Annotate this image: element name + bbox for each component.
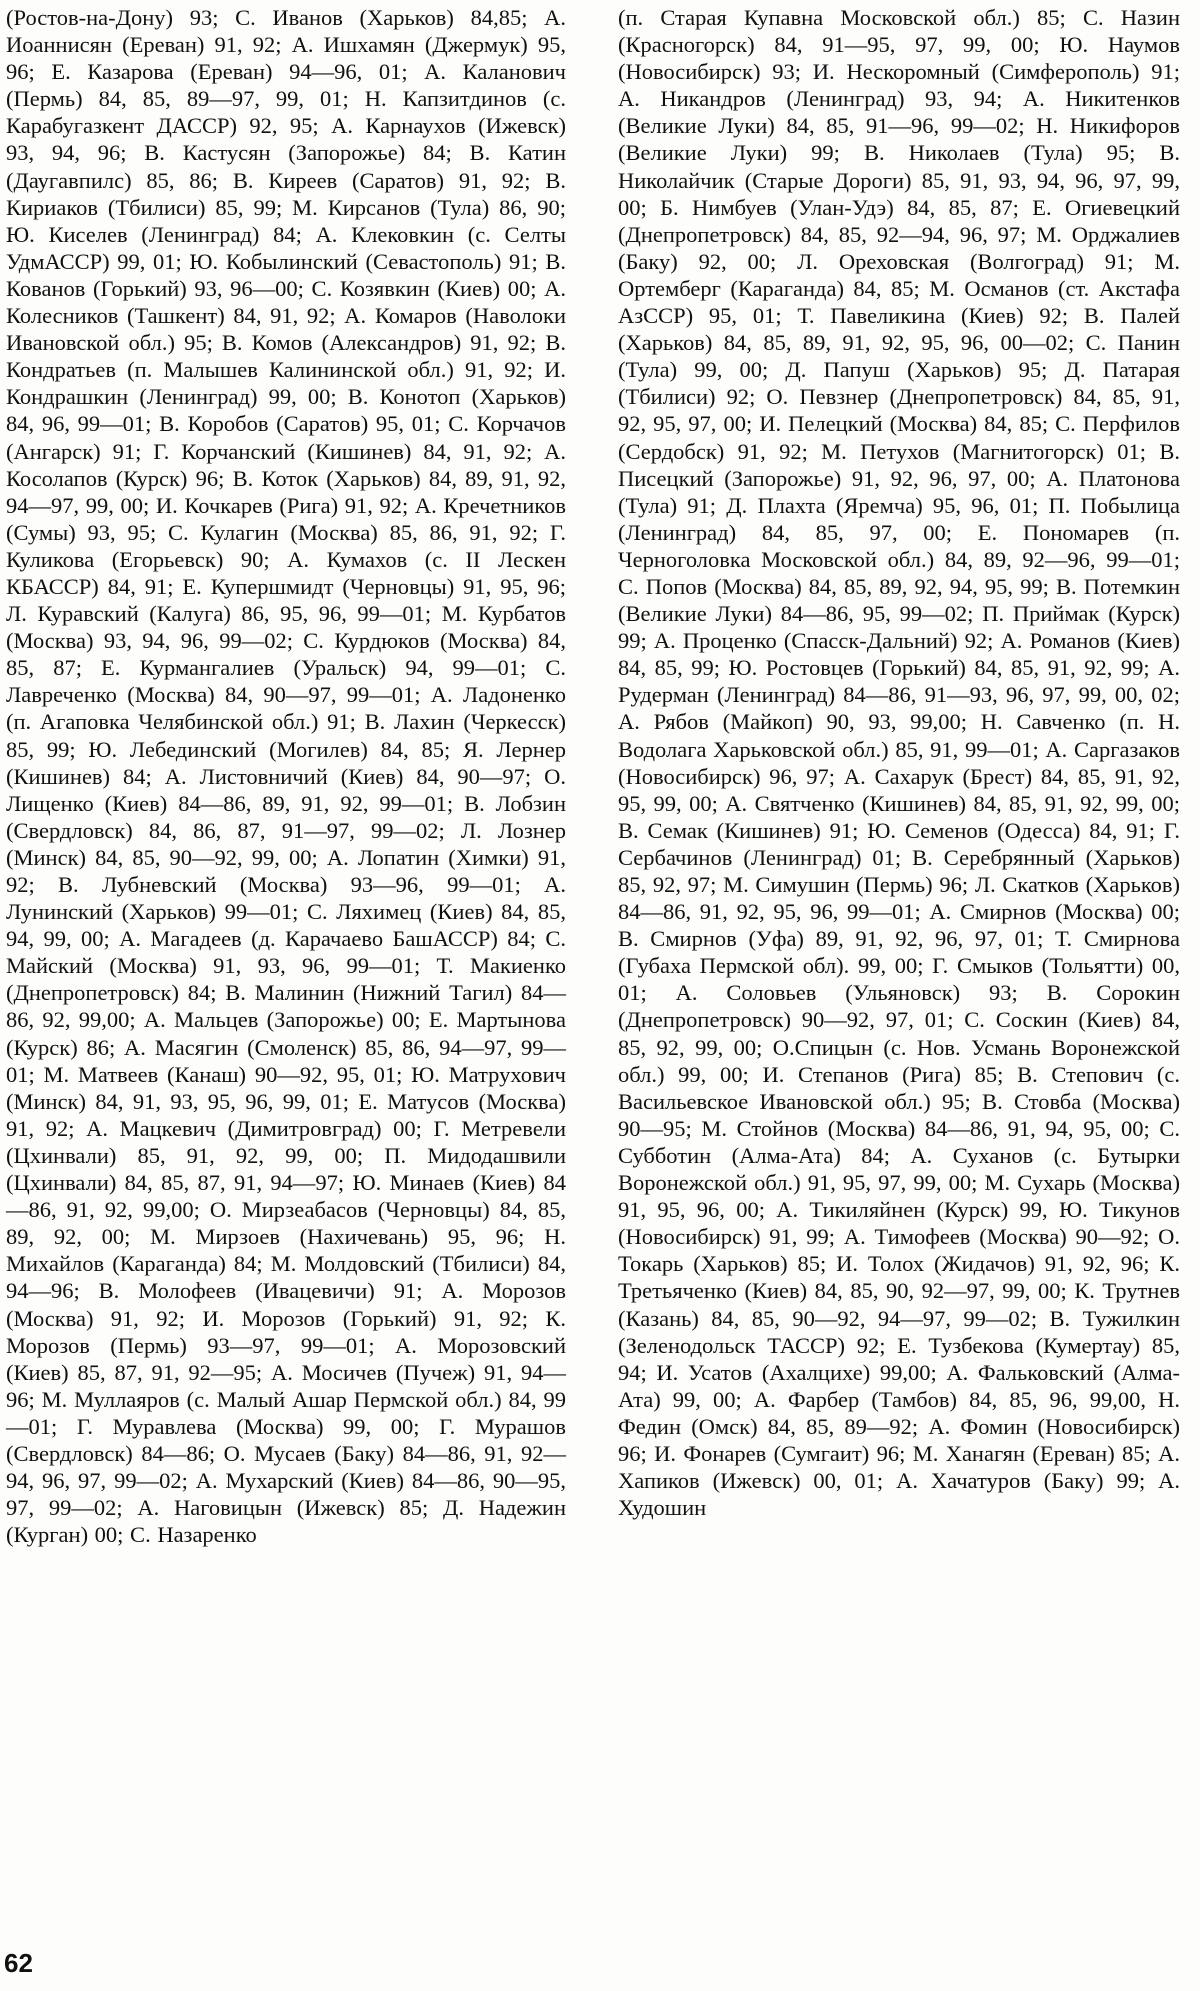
text-column-right (618, 4, 1180, 1521)
column-text: (Ростов-на-Дону) 93; С. Иванов (Харьков) 84,85; А. Иоаннисян (Ереван) 91, 92; А. Ишхамян (Джермук) 95, 96; Е. Казарова (Ереван) 94—96, 01; А. Каланович (Пермь) 84, 85, 89—97, 99, 01; Н. Капзитдинов (с. Карабугазкент ДАССР) 92, 95; А. Карнаухов (Ижевск) 93, 94, 96; В. Кастусян (Запорожье) 84; В. Катин (Даугавпилс) 85, 86; В. Киреев (Саратов) 91, 92; В. Кириаков (Тбилиси) 85, 99; М. Кирсанов (Тула) 86, 90; Ю. Киселев (Ленинград) 84; А. Клековкин (с. Селты УдмАССР) 99, 01; Ю. Кобылинский (Севастополь) 91; В. Кованов (Горький) 93, 96—00; С. Козявкин (Киев) 00; А. Колесников (Ташкент) 84, 91, 92; А. Комаров (Наволоки Ивановской обл.) 95; В. Комов (Александров) 91, 92; В. Кондратьев (п. Малышев Калининской обл.) 91, 92; И. Кондрашкин (Ленинград) 99, 00; В. Конотоп (Харьков) 84, 96, 99—01; В. Коробов (Саратов) 95, 01; С. Корчачов (Ангарск) 91; Г. Корчанский (Кишинев) 84, 91, 92; А. Косолапов (Курск) 96; В. Коток (Харьков) 84, 89, 91, 92, 94—97, 99, 00; И. Кочкарев (Рига) 91, 92; А. Кречетников (Сумы) 93, 95; С. Кулагин (Москва) 85, 86, 91, 92; Г. Куликова (Егорьевск) 90; А. Кумахов (с. II Лескен КБАССР) 84, 91; Е. Купершмидт (Черновцы) 91, 95, 96; Л. Куравский (Калуга) 86, 95, 96, 99—01; М. Курбатов (Москва) 93, 94, 96, 99—02; С. Курдюков (Москва) 84, 85, 87; Е. Курмангалиев (Уральск) 94, 99—01; С. Лавреченко (Москва) 84, 90—97, 99—01; А. Ладоненко (п. Агаповка Челябинской обл.) 91; В. Лахин (Черкесск) 85, 99; Ю. Лебединский (Могилев) 84, 85; Я. Лернер (Кишинев) 84; А. Листовничий (Киев) 84, 90—97; О. Лищенко (Киев) 84—86, 89, 91, 92, 99—01; В. Лобзин (Свердловск) 84, 86, 87, 91—97, 99—02; Л. Лознер (Минск) 84, 85, 90—92, 99, 00; А. Лопатин (Химки) 91, 92; В. Лубневский (Москва) 93—96, 99—01; А. Лунинский (Харьков) 99—01; С. Ляхимец (Киев) 84, 85, 94, 99, 00; А. Магадеев (д. Карачаево БашАССР) 84; С. Майский (Москва) 91, 93, 96, 99—01; Т. Макиенко (Днепропетровск) 84; В. Малинин (Нижний Тагил) 84—86, 92, 99,00; А. Мальцев (Запорожье) 00; Е. Мартынова (Курск) 86; А. Масягин (Смоленск) 85, 86, 94—97, 99—01; М. Матвеев (Канаш) 90—92, 95, 01; Ю. Матрухович (Минск) 84, 91, 93, 95, 96, 99, 01; Е. Матусов (Москва) 91, 92; А. Мацкевич (Димитровград) 00; Г. Метревели (Цхинвали) 85, 91, 92, 99, 00; П. Мидодашвили (Цхинвали) 84, 85, 87, 91, 94—97; Ю. Минаев (Киев) 84—86, 91, 92, 99,00; О. Мирзеабасов (Черновцы) 84, 85, 89, 92, 00; М. Мирзоев (Нахичевань) 95, 96; Н. Михайлов (Караганда) 84; М. Молдовский (Тбилиси) 84, 94—96; В. Молофеев (Ивацевичи) 91; А. Морозов (Москва) 91, 92; И. Морозов (Горький) 91, 92; К. Морозов (Пермь) 93—97, 99—01; А. Морозовский (Киев) 85, 87, 91, 92—95; А. Мосичев (Пучеж) 91, 94—96; М. Муллаяров (с. Малый Ашар Пермской обл.) 84, 99—01; Г. Муравлева (Москва) 99, 00; Г. Мурашов (Свердловск) 84—86; О. Мусаев (Баку) 84—86, 91, 92—94, 96, 97, 99—02; А. Мухарский (Киев) 84—86, 90—95, 97, 99—02; А. Наговицын (Ижевск) 85; Д. Надежин (Курган) 00; С. Назаренко (6, 5, 566, 1548)
page-number: 62 (4, 1948, 33, 1978)
column-text: (п. Старая Купавна Московской обл.) 85; С. Назин (Красногорск) 84, 91—95, 97, 99, 00; Ю. Наумов (Новосибирск) 93; И. Нескоромный (Симферополь) 91; А. Никандров (Ленинград) 93, 94; А. Никитенков (Великие Луки) 84, 85, 91—96, 99—02; Н. Никифоров (Великие Луки) 99; В. Николаев (Тула) 95; В. Николайчик (Старые Дороги) 85, 91, 93, 94, 96, 97, 99, 00; Б. Нимбуев (Улан-Удэ) 84, 85, 87; Е. Огиевецкий (Днепропетровск) 84, 85, 92—94, 96, 97; М. Орджалиев (Баку) 92, 00; Л. Ореховская (Волгоград) 91; М. Ортемберг (Караганда) 84, 85; М. Османов (ст. Акстафа АзССР) 95, 01; Т. Павеликина (Киев) 92; В. Палей (Харьков) 84, 85, 89, 91, 92, 95, 96, 00—02; С. Панин (Тула) 99, 00; Д. Папуш (Харьков) 95; Д. Патарая (Тбилиси) 92; О. Певзнер (Днепропетровск) 84, 85, 91, 92, 95, 97, 00; И. Пелецкий (Москва) 84, 85; С. Перфилов (Сердобск) 91, 92; М. Петухов (Магнитогорск) 01; В. Писецкий (Запорожье) 91, 92, 96, 97, 00; А. Платонова (Тула) 91; Д. Плахта (Яремча) 95, 96, 01; П. Побылица (Ленинград) 84, 85, 97, 00; Е. Пономарев (п. Черноголовка Московской обл.) 84, 89, 92—96, 99—01; С. Попов (Москва) 84, 85, 89, 92, 94, 95, 99; В. Потемкин (Великие Луки) 84—86, 95, 99—02; П. Приймак (Курск) 99; А. Проценко (Спасск-Дальний) 92; А. Романов (Киев) 84, 85, 99; Ю. Ростовцев (Горький) 84, 85, 91, 92, 99; А. Рудерман (Ленинград) 84—86, 91—93, 96, 97, 99, 00, 02; А. Рябов (Майкоп) 90, 93, 99,00; Н. Савченко (п. Н. Водолага Харьковской обл.) 85, 91, 99—01; А. Саргазаков (Новосибирск) 96, 97; А. Сахарук (Брест) 84, 85, 91, 92, 95, 99, 00; А. Святченко (Кишинев) 84, 85, 91, 92, 99, 00; В. Семак (Кишинев) 91; Ю. Семенов (Одесса) 84, 91; Г. Сербачинов (Ленинград) 01; В. Серебрянный (Харьков) 85, 92, 97; М. Симушин (Пермь) 96; Л. Скатков (Харьков) 84—86, 91, 92, 95, 96, 99—01; А. Смирнов (Москва) 00; В. Смирнов (Уфа) 89, 91, 92, 96, 97, 01; Т. Смирнова (Губаха Пермской обл). 99, 00; Г. Смыков (Тольятти) 00, 01; А. Соловьев (Ульяновск) 93; В. Сорокин (Днепропетровск) 90—92, 97, 01; С. Соскин (Киев) 84, 85, 92, 99, 00; О.Спицын (с. Нов. Усмань Воронежской обл.) 99, 00; И. Степанов (Рига) 85; В. Степович (с. Васильевское Ивановской обл.) 95; В. Стовба (Москва) 90—95; М. Стойнов (Москва) 84—86, 91, 94, 95, 00; С. Субботин (Алма-Ата) 84; А. Суханов (с. Бутырки Воронежской обл.) 91, 95, 97, 99, 00; М. Сухарь (Москва) 91, 95, 96, 00; А. Тикиляйнен (Курск) 99, Ю. Тикунов (Новосибирск) 91, 99; А. Тимофеев (Москва) 90—92; О. Токарь (Харьков) 85; И. Толох (Жидачов) 91, 92, 96; К. Третьяченко (Киев) 84, 85, 90, 92—97, 99, 00; К. Трутнев (Казань) 84, 85, 90—92, 94—97, 99—02; В. Тужилкин (Зеленодольск ТАССР) 92; Е. Тузбекова (Кумертау) 85, 94; И. Усатов (Ахалцихе) 99,00; А. Фальковский (Алма-Ата) 99, 00; А. Фарбер (Тамбов) 84, 85, 96, 99,00, Н. Федин (Омск) 84, 85, 89—92; А. Фомин (Новосибирск) 96; И. Фонарев (Сумгаит) 96; М. Ханагян (Ереван) 85; А. Хапиков (Ижевск) 00, 01; А. Хачатуров (Баку) 99; А. Худошин (618, 5, 1180, 1521)
text-column-left (6, 4, 566, 1548)
